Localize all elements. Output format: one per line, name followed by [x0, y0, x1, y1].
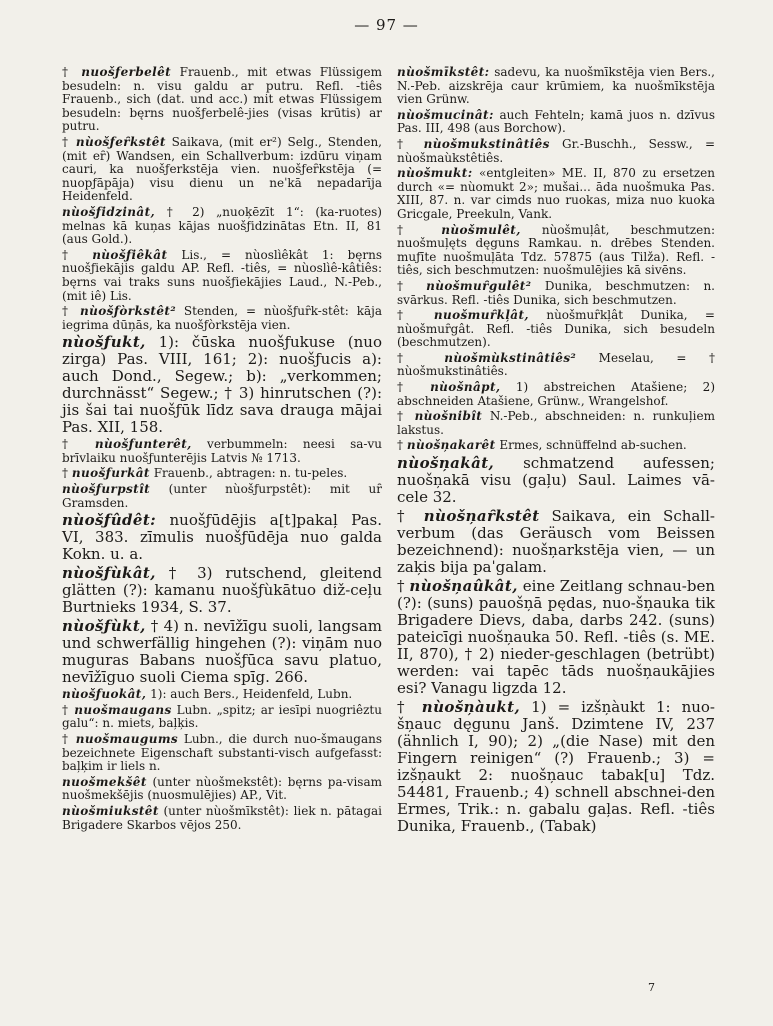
entry-body: Gr.-Buschh., Sessw., = nùošmaùkstêtiês.	[397, 136, 716, 165]
entry-body: Frauenb., abtragen: n. tu-peles.	[149, 466, 348, 481]
entry-headword: nùošņakarêt	[406, 438, 496, 453]
entry-headword: nùošmiukstêt	[62, 804, 159, 818]
right-column	[397, 66, 715, 837]
signature-mark: 7	[648, 981, 655, 994]
entry-body: verbummeln: neesi sa-vu brīvlaiku nuošƒunterējis Latvis № 1713.	[62, 437, 382, 465]
entry-headword: nuošƒurkât	[71, 466, 150, 481]
dictionary-entry	[62, 467, 382, 481]
entry-body: schmatzend aufessen; nuošņakā visu (gaļu) Saul. Laimes vā-cele 32.	[397, 454, 715, 507]
entry-body: eine Zeitlang schnau-ben (?): (suns) pauošņā pędas, nuo-šņauka tik Brigadere Dievs, daba, darbs 242. (suns) pateicīgi nuošņauka 50. Refl. -tiês (s. ME. II, 870), † 2) nieder-geschlagen (betrübt) werden: vai tapēc tāds nuošņaukājies esi? Vanagu ligzda 12.	[397, 577, 715, 698]
dictionary-entry	[62, 305, 382, 332]
entry-body: auch Fehteln; kamā juos n. dzīvus Pas. III, 498 (aus Borchow).	[397, 107, 715, 136]
dagger-mark: †	[397, 222, 421, 237]
dagger-mark: †	[62, 466, 68, 481]
dictionary-entry	[62, 565, 382, 616]
dictionary-entry	[397, 224, 715, 278]
dictionary-entry	[397, 455, 715, 506]
entry-headword: nuošmaugans	[74, 702, 172, 717]
entry-body: 1) = izšņàukt 1: nuo-šņauc dęgunu Janš. Dzimtene IV, 237 (ähnlich I, 90); 2) „(die Nase) mit den Fingern reinigen“ (?) Frauenb.; 3) = izšņaukt 2: nuošņauc tabak[u] Tdz. 54481, Frauenb.; 4) schnell abschnei-den Ermes, Trik.: n. gabalu gaļas. Refl. -tiês Dunika, Frauenb., (Tabak)	[397, 698, 716, 836]
dictionary-entry	[62, 776, 382, 803]
dictionary-entry	[397, 439, 715, 453]
entry-headword: nùošmucinât:	[397, 107, 494, 122]
dictionary-entry	[62, 618, 382, 686]
entry-headword: nùošƒeȓkstêt	[75, 134, 166, 149]
entry-body: (unter nùošƒurpstêt): mit uȓ Gramsden.	[62, 482, 382, 510]
entry-body: N.-Peb., abschneiden: n. runkuļiem lakstus.	[397, 409, 715, 437]
entry-body: Lubn., die durch nuo-šmaugans bezeichnete Eigenschaft substanti-visch aufgefasst: baļķim ir liels n.	[62, 732, 382, 774]
entry-headword: nùošmīkstêt:	[397, 65, 490, 79]
entry-body: nùošmuļât, beschmutzen: nuošmuļęts dęguns Ramkau. n. drēbes Stenden. muƒīte nuošmuļāta Tdz. 57875 (aus Tilža). Refl. -tiês, sich beschmutzen: nuošmulējies kā sivēns.	[397, 222, 715, 278]
entry-headword: nùošņakât,	[397, 454, 495, 473]
entry-body: † 3) rutschend, gleitend glätten (?): kamanu nuošƒùkātuo diž-ceļu Burtnieks 1934, S. 37.	[62, 564, 382, 617]
entry-headword: nùošmulêt,	[441, 222, 521, 237]
dagger-mark: †	[62, 65, 73, 79]
entry-headword: nùošmùkstinâtiês²	[444, 350, 577, 365]
entry-headword: nùošƒòrkstêt²	[80, 304, 176, 319]
entry-headword: nùošƒùkt,	[62, 617, 146, 636]
entry-headword: nùošmuȓgulêt²	[426, 278, 532, 293]
entry-headword: nùošƒùkât,	[62, 564, 156, 583]
entry-body: nùošmuȓkļât Dunika, = nùošmuȓgât. Refl. -tiês Dunika, sich besudeln (beschmutzen).	[397, 308, 715, 350]
dictionary-entry	[62, 512, 382, 563]
dictionary-entry	[62, 334, 382, 436]
entry-body: Saikava, ein Schall-verbum (das Geräusch vom Beissen bezeichnend): nuošņarkstēja vien, — un zaķis bija paˈgalam.	[397, 507, 715, 577]
entry-headword: nùošƒidzinât,	[62, 204, 156, 219]
entry-headword: nùošƒuokât,	[62, 687, 147, 702]
entry-body: Meselau, = † nùošmukstinâtiês.	[397, 350, 715, 379]
dictionary-entry	[62, 483, 382, 510]
left-column	[62, 66, 382, 834]
dagger-mark: †	[397, 136, 412, 151]
dictionary-entry	[62, 206, 382, 247]
entry-body: 1): auch Bers., Heidenfeld, Lubn.	[146, 687, 353, 702]
dictionary-entry	[62, 249, 382, 303]
dagger-mark: †	[397, 507, 412, 526]
entry-body: Lis., = nùoslìêkât 1: bęrns nuošƒiekājis galdu AP. Refl. -tiês, = nùoslìê-kâtiês: bęrns vai traks suns nuošƒiekājies Laud., N.-Peb., (mit iê) Lis.	[62, 247, 382, 303]
dictionary-entry	[62, 136, 382, 204]
dictionary-entry	[397, 410, 715, 437]
entry-headword: nuošƒerbelêt	[81, 65, 172, 79]
entry-body: † 2) „nuoķēzīt 1“: (ka-ruotes) melnas kā kuņas kājas nuošƒidzinātas Etn. II, 81 (aus Gold.).	[62, 204, 382, 247]
entry-body: «entgleiten» ME. II, 870 zu ersetzen durch «= nùomukt 2»; mušai... āda nuošmuka Pas. XIII, 87. n. var cimds nuo ruokas, miza nuo kuoka Gricgale, Preekuln, Vank.	[397, 166, 715, 221]
entry-body: Dunika, beschmutzen: n. svārkus. Refl. -tiês Dunika, sich beschmutzen.	[397, 278, 715, 307]
dagger-mark: †	[397, 438, 403, 453]
dictionary-entry	[62, 66, 382, 134]
dictionary-entry	[397, 66, 715, 107]
entry-headword: nùošƒiêkât	[92, 247, 168, 262]
entry-body: Frauenb., mit etwas Flüssigem besudeln: n. visu galdu ar putru. Refl. -tiês Frauenb., sich (dat. und acc.) mit etwas Flüssigem besudeln: bęrns nuošƒerbelê-jies (visas krūtis) ar putru.	[62, 65, 382, 134]
dictionary-entry	[397, 381, 715, 408]
dictionary-entry	[62, 805, 382, 832]
page-number: — 97 —	[354, 16, 419, 34]
dagger-mark: †	[62, 702, 70, 717]
entry-body: sadevu, ka nuošmīkstēja vien Bers., N.-Peb. aizskrēja caur krūmiem, ka nuošmīkstēja vien Grünw.	[397, 65, 715, 107]
dictionary-entry	[397, 138, 715, 165]
dictionary-entry	[62, 438, 382, 465]
entry-body: Saikava, (mit er²) Selg., Stenden, (mit eȓ) Wandsen, ein Schallverbum: izdūru viņam cauri, ka nuošƒerkstēja vien. nuošƒeȓkstēja (= nuopƒāpāja) visu dienu un neˈkā nepadarīja Heidenfeld.	[62, 134, 382, 204]
entry-headword: nuošmekšêt	[62, 774, 147, 789]
entry-body: Stenden, = nùošƒuȓk-stêt: kāja iegrima dūņās, ka nuošƒòrkstēja vien.	[62, 304, 383, 332]
entry-body: Ermes, schnüffelnd ab-suchen.	[495, 438, 687, 453]
dagger-mark: †	[62, 247, 79, 262]
dagger-mark: †	[397, 350, 422, 365]
entry-headword: nùošņaȓkstêt	[423, 507, 540, 526]
dictionary-entry	[62, 704, 382, 731]
dagger-mark: †	[62, 134, 71, 149]
dagger-mark: †	[397, 577, 405, 596]
entry-body: (unter nùošmekstêt): bęrns pa-visam nuošmekšējis (nuosmulējies) AP., Vit.	[62, 774, 382, 803]
dagger-mark: †	[397, 380, 415, 395]
dictionary-entry	[397, 109, 715, 136]
dagger-mark: †	[62, 437, 80, 452]
entry-headword: nùošƒukt,	[62, 333, 146, 352]
dagger-mark: †	[397, 278, 413, 293]
entry-headword: nùošņaûkât,	[409, 577, 518, 596]
entry-headword: nùošƒurpstît	[62, 482, 151, 497]
dictionary-entry	[397, 280, 715, 307]
entry-headword: nuošmaugums	[75, 732, 179, 747]
dictionary-entry	[397, 578, 715, 697]
dictionary-entry	[397, 508, 715, 576]
entry-headword: nùošņàukt,	[421, 698, 521, 717]
entry-headword: nùošƒûdêt:	[62, 511, 157, 530]
entry-headword: nùošnâpt,	[430, 380, 501, 395]
entry-body: Lubn. „spitz; ar iesīpi nuogriêztu galu“: n. miets, baļķis.	[62, 702, 382, 731]
entry-body: nuošƒūdējis a[t]pakaļ Pas. VI, 383. zīmulis nuošƒūdēja nuo galda Kokn. u. a.	[62, 511, 382, 564]
dictionary-entry	[397, 699, 715, 835]
dictionary-entry	[62, 733, 382, 774]
dictionary-entry	[397, 167, 715, 221]
entry-body: (unter nùošmīkstêt): liek n. pātagai Brigadere Skarbos vējos 250.	[62, 804, 382, 832]
dictionary-entry	[62, 688, 382, 702]
entry-headword: nùošmukt:	[397, 166, 473, 181]
dagger-mark: †	[397, 409, 407, 424]
dagger-mark: †	[397, 308, 417, 323]
entry-headword: nuošmuȓkļât,	[433, 308, 529, 323]
dictionary-entry	[397, 309, 715, 350]
dagger-mark: †	[62, 304, 73, 319]
entry-body: 1) abstreichen Atašiene; 2) abschneiden Atašiene, Grünw., Wrangelshof.	[397, 380, 715, 408]
dagger-mark: †	[62, 732, 70, 747]
entry-headword: nùošƒunterêt,	[94, 437, 192, 452]
dictionary-entry	[397, 352, 715, 379]
entry-body: 1): čūska nuošƒukuse (nuo zirga) Pas. VIII, 161; 2): nuošƒucis a): auch Dond., Segew.; b): „verkommen; durchnässt“ Segew.; † 3) hinrutschen (?): jis šai tai nuošƒūk līdz sava drauga mājai Pas. XII, 158.	[62, 333, 382, 437]
entry-body: † 4) n. nevīžīgu suoli, langsam und schwerfällig hingehen (?): viņām nuo muguras Babans nuošƒūca savu platuo, nevīžīguo suoli Ciema spīg. 266.	[62, 617, 382, 687]
entry-headword: nùošnibît	[414, 409, 483, 424]
entry-headword: nùošmukstinâtiês	[423, 136, 550, 151]
dagger-mark: †	[397, 698, 411, 717]
